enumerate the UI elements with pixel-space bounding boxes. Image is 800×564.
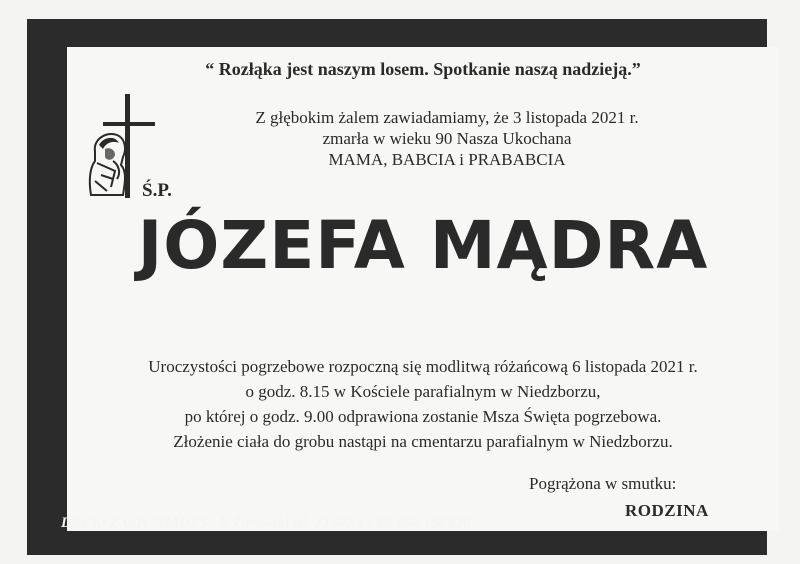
mourning-border-frame <box>27 19 767 555</box>
announcement-line: MAMA, BABCIA i PRABABCIA <box>328 150 566 169</box>
funeral-details-line: Złożenie ciała do grobu nastąpi na cmentarzu parafialnym w Niedzborzu. <box>173 432 673 451</box>
motto-quote: “ Rozłąka jest naszym losem. Spotkanie naszą nadzieją.” <box>205 59 641 79</box>
printer-info: DRUK: Z.U.P. "HADES" R.Żurawski tel. 23 672 14 88, 662 198 820 <box>61 515 471 531</box>
funeral-details-line: o godz. 8.15 w Kościele parafialnym w Niedzborzu, <box>245 382 601 401</box>
family-signature: RODZINA <box>625 501 709 520</box>
announcement-line: zmarła w wieku 90 Nasza Ukochana <box>322 129 572 148</box>
announcement-line: Z głębokim żalem zawiadamiamy, że 3 listopada 2021 r. <box>255 108 639 127</box>
funeral-details <box>67 354 779 454</box>
sp-label: Ś.P. <box>142 180 172 201</box>
deceased-name: JÓZEFA MĄDRA <box>137 207 709 284</box>
mourning-label: Pogrążona w smutku: <box>529 474 677 493</box>
funeral-details-line: Uroczystości pogrzebowe rozpoczną się modlitwą różańcową 6 listopada 2021 r. <box>148 357 698 376</box>
obituary-panel <box>67 47 779 531</box>
death-announcement <box>187 107 707 170</box>
funeral-details-line: po której o godz. 9.00 odprawiona zostanie Msza Święta pogrzebowa. <box>184 407 662 426</box>
